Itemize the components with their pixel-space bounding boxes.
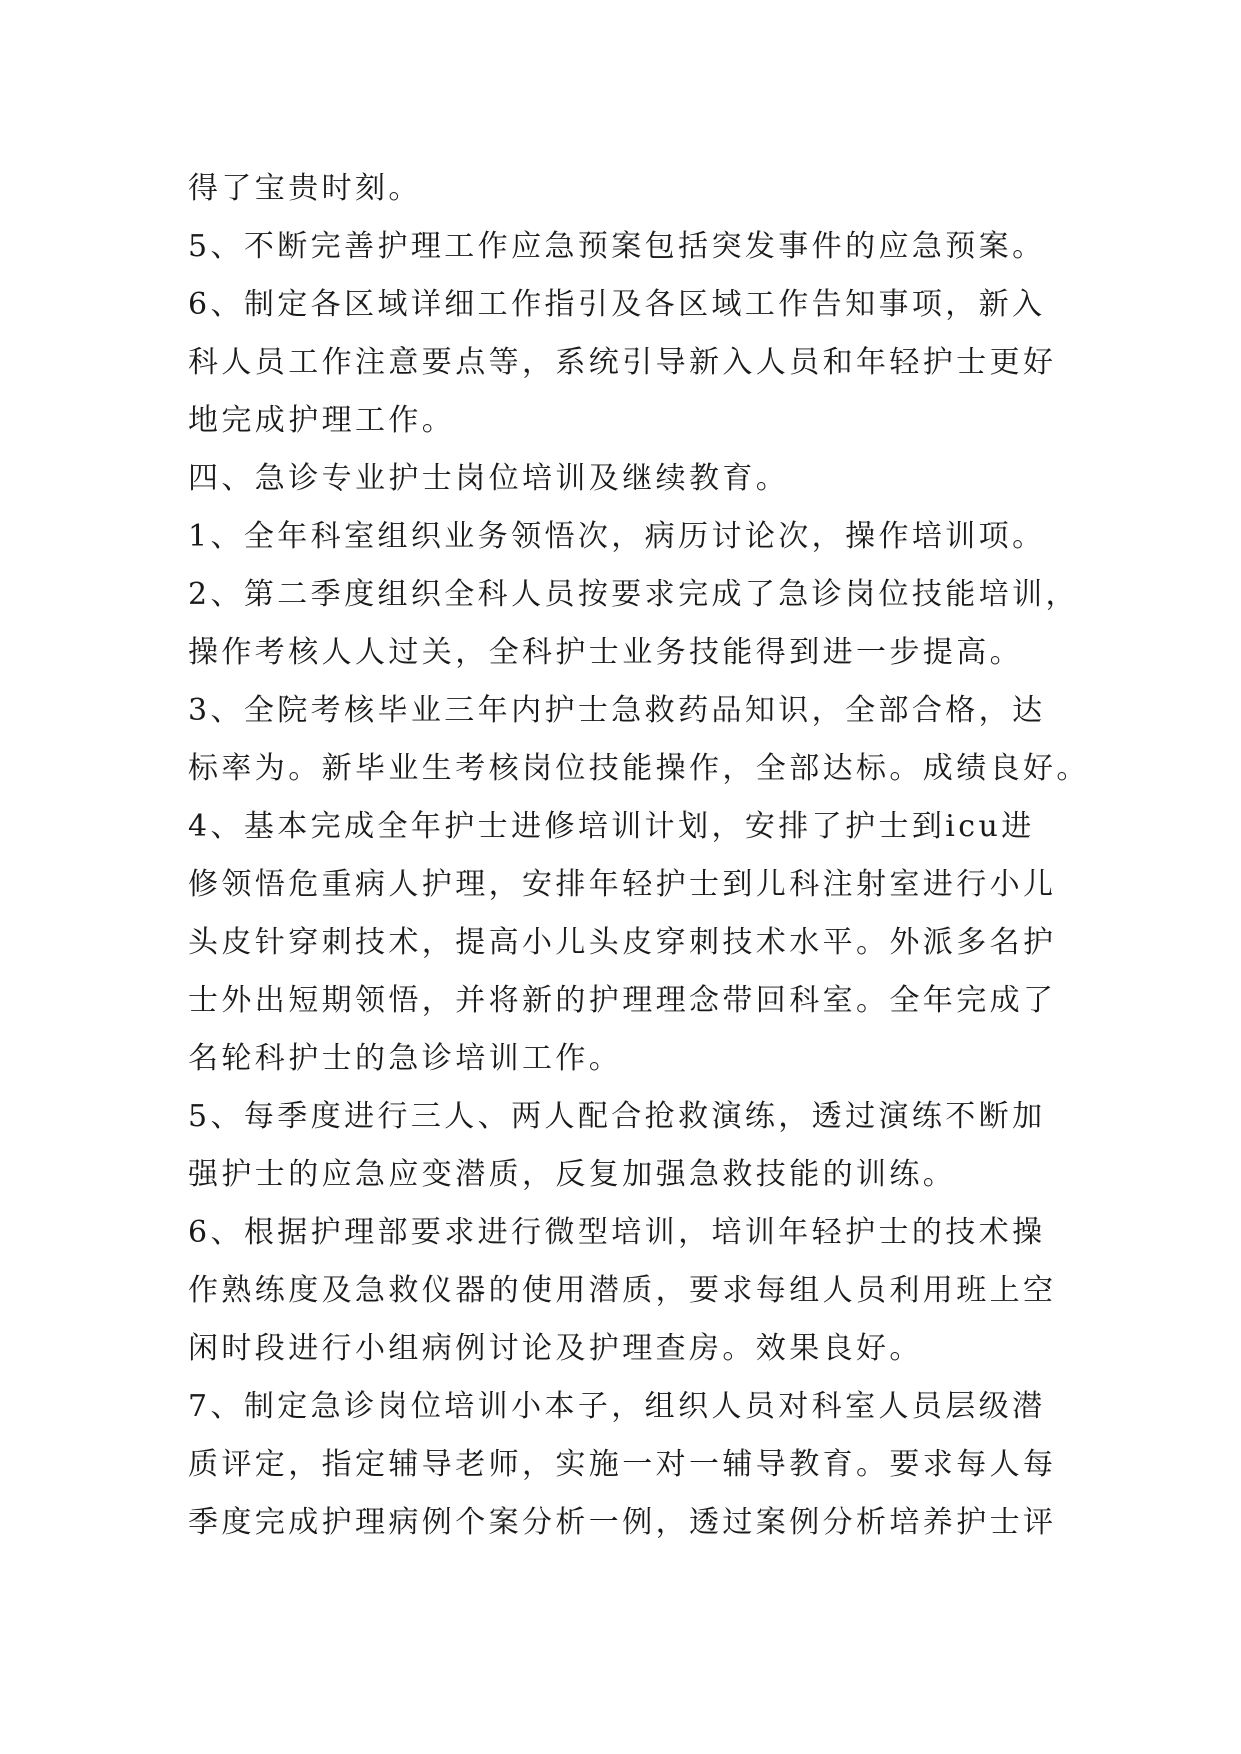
text-line: 5、每季度进行三人、两人配合抢救演练，透过演练不断加	[188, 1099, 1046, 1134]
text-line: 科人员工作注意要点等，系统引导新入人员和年轻护士更好	[188, 345, 1057, 380]
text-line: 2、第二季度组织全科人员按要求完成了急诊岗位技能培训，	[188, 577, 1079, 612]
text-line: 7、制定急诊岗位培训小本子，组织人员对科室人员层级潜	[188, 1389, 1046, 1424]
text-line: 地完成护理工作。	[188, 403, 456, 438]
text-line: 标率为。新毕业生考核岗位技能操作，全部达标。成绩良好。	[188, 751, 1090, 786]
text-line: 操作考核人人过关，全科护士业务技能得到进一步提高。	[188, 635, 1023, 670]
text-line: 1、全年科室组织业务领悟次，病历讨论次，操作培训项。	[188, 519, 1046, 554]
text-line: 修领悟危重病人护理，安排年轻护士到儿科注射室进行小儿	[188, 867, 1057, 902]
text-line: 质评定，指定辅导老师，实施一对一辅导教育。要求每人每	[188, 1447, 1057, 1482]
text-line: 强护士的应急应变潜质，反复加强急救技能的训练。	[188, 1157, 957, 1192]
document-body	[188, 160, 1090, 1552]
text-line: 士外出短期领悟，并将新的护理理念带回科室。全年完成了	[188, 983, 1057, 1018]
text-line: 6、制定各区域详细工作指引及各区域工作告知事项，新入	[188, 287, 1046, 322]
text-line: 闲时段进行小组病例讨论及护理查房。效果良好。	[188, 1331, 923, 1366]
text-line: 3、全院考核毕业三年内护士急救药品知识，全部合格，达	[188, 693, 1046, 728]
text-line: 作熟练度及急救仪器的使用潜质，要求每组人员利用班上空	[188, 1273, 1057, 1308]
text-line: 4、基本完成全年护士进修培训计划，安排了护士到icu进	[188, 809, 1035, 844]
section-heading: 四、急诊专业护士岗位培训及继续教育。	[188, 461, 790, 496]
text-line: 得了宝贵时刻。	[188, 171, 422, 206]
text-line: 5、不断完善护理工作应急预案包括突发事件的应急预案。	[188, 229, 1046, 264]
text-line: 6、根据护理部要求进行微型培训，培训年轻护士的技术操	[188, 1215, 1046, 1250]
text-line: 头皮针穿刺技术，提高小儿头皮穿刺技术水平。外派多名护	[188, 925, 1057, 960]
text-line: 季度完成护理病例个案分析一例，透过案例分析培养护士评	[188, 1505, 1057, 1540]
text-line: 名轮科护士的急诊培训工作。	[188, 1041, 623, 1076]
